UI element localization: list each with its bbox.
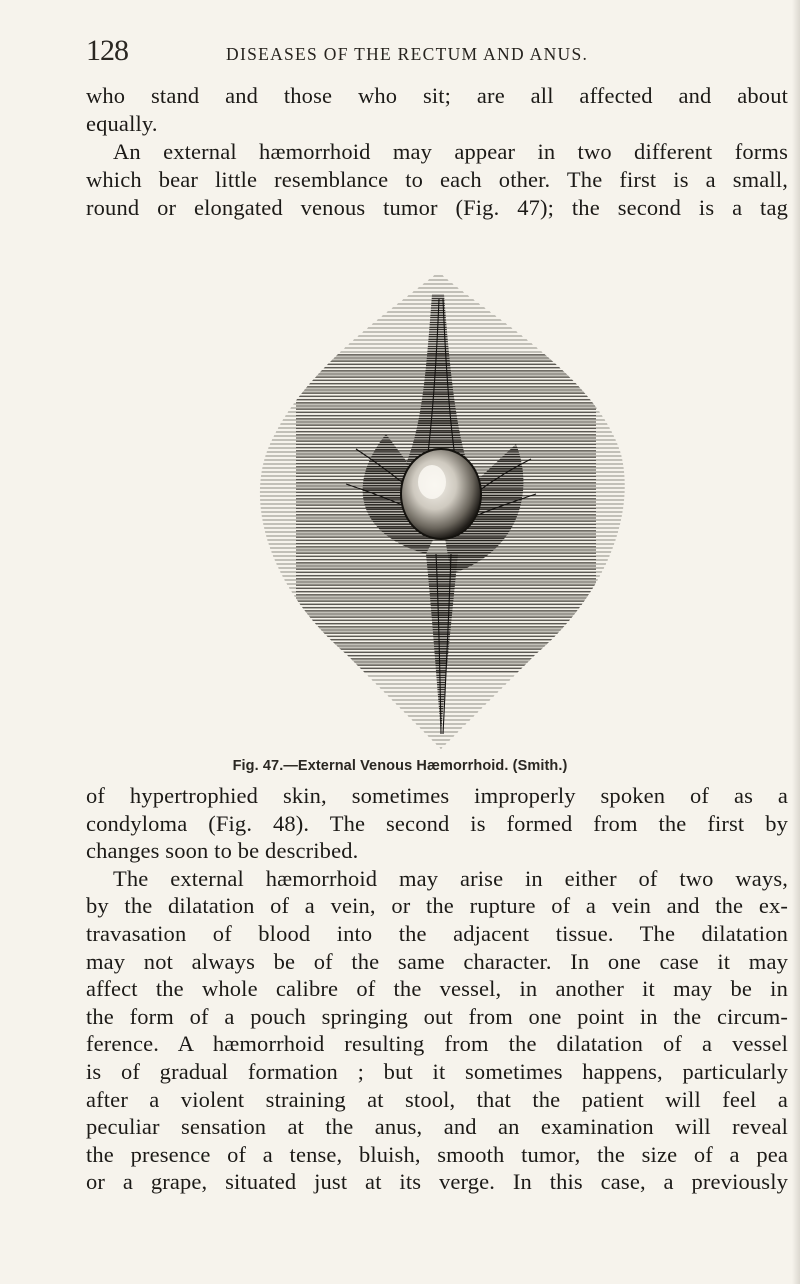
text-line: The external hæmorrhoid may arise in either of two ways, <box>113 865 788 891</box>
text-line: of hypertrophied skin, sometimes improperly spoken of as a <box>86 783 788 808</box>
text-line: round or elongated venous tumor (Fig. 47); the second is a tag <box>86 195 788 220</box>
figure-47-illustration <box>236 254 646 754</box>
text-line: is of gradual formation ; but it sometimes happens, particularly <box>86 1058 788 1084</box>
text-line: An external hæmorrhoid may appear in two different forms <box>113 139 788 164</box>
text-line: may not always be of the same character. In one case it may <box>86 948 788 974</box>
text-line: or a grape, situated just at its verge. In this case, a previously <box>86 1169 788 1195</box>
text-line: changes soon to be described. <box>86 838 359 864</box>
text-line: equally. <box>86 111 158 136</box>
text-line: who stand and those who sit; are all affected and about <box>86 83 788 108</box>
engraving-illustration-icon <box>236 254 646 754</box>
running-title: DISEASES OF THE RECTUM AND ANUS. <box>226 44 589 64</box>
text-line: ference. A hæmorrhoid resulting from the dilatation of a vessel <box>86 1031 788 1057</box>
text-line: after a violent straining at stool, that the patient will feel a <box>86 1086 788 1112</box>
text-line: the presence of a tense, bluish, smooth tumor, the size of a pea <box>86 1141 788 1167</box>
page-edge-shadow <box>792 0 800 1284</box>
text-line: by the dilatation of a vein, or the rupture of a vein and the ex- <box>86 893 788 919</box>
text-line: which bear little resemblance to each other. The first is a small, <box>86 167 788 192</box>
text-line: condyloma (Fig. 48). The second is formed from the first by <box>86 810 788 836</box>
paragraph-block-bottom <box>86 782 788 1196</box>
text-line: the form of a pouch springing out from one point in the circum- <box>86 1003 788 1029</box>
text-line: peculiar sensation at the anus, and an examination will reveal <box>86 1114 788 1140</box>
page-number: 128 <box>86 34 128 67</box>
text-line: affect the whole calibre of the vessel, in another it may be in <box>86 976 788 1002</box>
paragraph-block-top <box>86 82 788 222</box>
page-header <box>86 34 760 74</box>
figure-caption: Fig. 47.—External Venous Hæmorrhoid. (Smith.) <box>232 758 568 774</box>
text-line: travasation of blood into the adjacent tissue. The dilatation <box>86 920 788 946</box>
